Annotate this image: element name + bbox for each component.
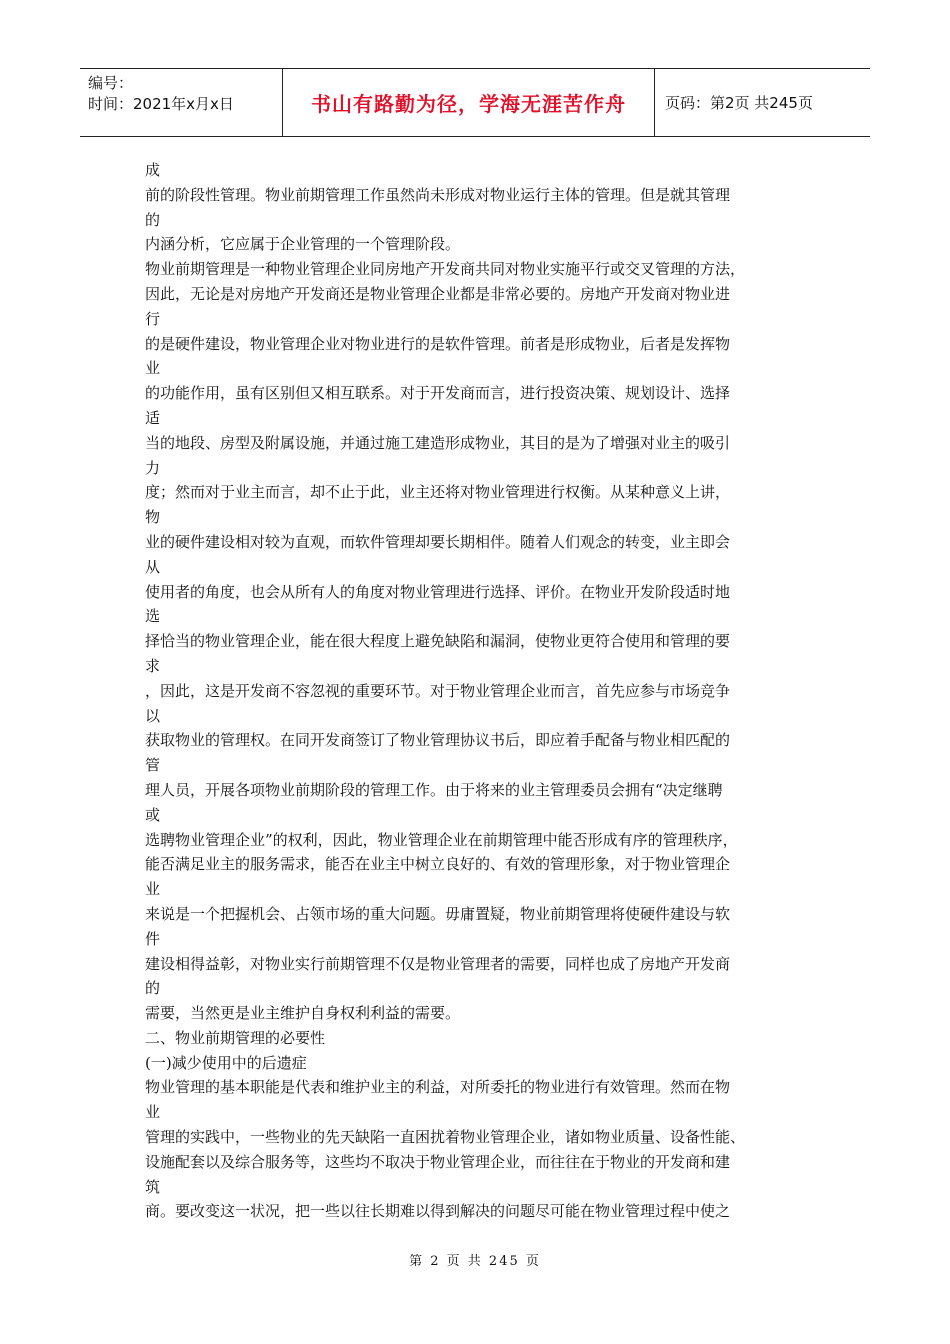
- body-line: 或: [145, 805, 161, 824]
- body-line: 二、物业前期管理的必要性: [145, 1028, 326, 1047]
- header-page-cell: [655, 69, 870, 136]
- body-line: 从: [145, 557, 161, 576]
- body-line: 的是硬件建设，物业管理企业对物业进行的是软件管理。前者是形成物业，后者是发挥物: [145, 334, 731, 353]
- body-line: 建设相得益彰，对物业实行前期管理不仅是物业管理者的需要，同样也成了房地产开发商: [145, 954, 731, 973]
- body-line: 物业管理的基本职能是代表和维护业主的利益，对所委托的物业进行有效管理。然而在物: [145, 1078, 731, 1097]
- body-line: 成: [145, 161, 161, 179]
- body-line: 能否满足业主的服务需求，能否在业主中树立良好的、有效的管理形象，对于物业管理企: [145, 855, 731, 874]
- body-line: 业: [145, 1103, 161, 1122]
- body-line: 的: [145, 210, 161, 229]
- body-line: 选: [145, 607, 161, 626]
- page-info: 页码：第2页 共245页: [665, 94, 813, 112]
- body-line: 设施配套以及综合服务等，这些均不取决于物业管理企业，而往往在于物业的开发商和建: [145, 1152, 731, 1171]
- body-line: 管理的实践中，一些物业的先天缺陷一直困扰着物业管理企业，诸如物业质量、设备性能、: [145, 1128, 746, 1147]
- body-line: 适: [145, 408, 161, 427]
- body-line: 前的阶段性管理。物业前期管理工作虽然尚未形成对物业运行主体的管理。但是就其管理: [145, 185, 731, 204]
- body-line: 选聘物业管理企业”的权利，因此，物业管理企业在前期管理中能否形成有序的管理秩序，: [145, 830, 738, 849]
- body-line: 业的硬件建设相对较为直观，而软件管理却要长期相伴。随着人们观念的转变，业主即会: [145, 532, 731, 551]
- body-line: 件: [145, 929, 161, 948]
- body-line: (一)减少使用中的后遗症: [145, 1053, 307, 1072]
- body-line: 筑: [145, 1177, 161, 1196]
- body-line: 求: [145, 656, 161, 675]
- body-line: 获取物业的管理权。在同开发商签订了物业管理协议书后，即应着手配备与物业相匹配的: [145, 731, 731, 750]
- motto: 书山有路勤为径，学海无涯苦作舟: [311, 92, 626, 116]
- body-line: 业: [145, 880, 161, 899]
- document-body: [145, 158, 815, 1224]
- body-line: 管: [145, 756, 161, 775]
- body-line: 的: [145, 979, 161, 998]
- body-line: 物: [145, 508, 161, 527]
- body-line: 使用者的角度，也会从所有人的角度对物业管理进行选择、评价。在物业开发阶段适时地: [145, 582, 731, 601]
- page-footer: 第 2 页 共 245 页: [409, 1254, 541, 1269]
- body-line: 行: [145, 309, 161, 328]
- body-line: 理人员，开展各项物业前期阶段的管理工作。由于将来的业主管理委员会拥有“决定继聘: [145, 780, 723, 799]
- body-line: 因此，无论是对房地产开发商还是物业管理企业都是非常必要的。房地产开发商对物业进: [145, 284, 731, 303]
- header-motto-cell: [283, 69, 655, 136]
- document-header: [80, 68, 870, 137]
- date-label: 时间：2021年x月x日: [88, 95, 234, 113]
- body-line: 度；然而对于业主而言，却不止于此，业主还将对物业管理进行权衡。从某种意义上讲，: [145, 483, 731, 502]
- body-line: 的功能作用，虽有区别但又相互联系。对于开发商而言，进行投资决策、规划设计、选择: [145, 384, 731, 403]
- body-line: 来说是一个把握机会、占领市场的重大问题。毋庸置疑，物业前期管理将使硬件建设与软: [145, 904, 731, 923]
- body-line: 需要，当然更是业主维护自身权利利益的需要。: [145, 1004, 461, 1023]
- body-line: 择恰当的物业管理企业，能在很大程度上避免缺陷和漏洞，使物业更符合使用和管理的要: [145, 632, 731, 651]
- body-line: 商。要改变这一状况，把一些以往长期难以得到解决的问题尽可能在物业管理过程中使之: [145, 1202, 731, 1221]
- number-label: 编号：: [88, 74, 134, 92]
- body-line: 业: [145, 359, 161, 378]
- body-line: 内涵分析，它应属于企业管理的一个管理阶段。: [145, 235, 461, 254]
- body-line: 以: [145, 706, 161, 725]
- header-meta: [80, 69, 283, 136]
- body-line: ，因此，这是开发商不容忽视的重要环节。对于物业管理企业而言，首先应参与市场竞争: [145, 681, 731, 700]
- body-line: 力: [145, 458, 161, 477]
- body-line: 物业前期管理是一种物业管理企业同房地产开发商共同对物业实施平行或交叉管理的方法，: [145, 260, 746, 279]
- body-line: 当的地段、房型及附属设施，并通过施工建造形成物业，其目的是为了增强对业主的吸引: [145, 433, 731, 452]
